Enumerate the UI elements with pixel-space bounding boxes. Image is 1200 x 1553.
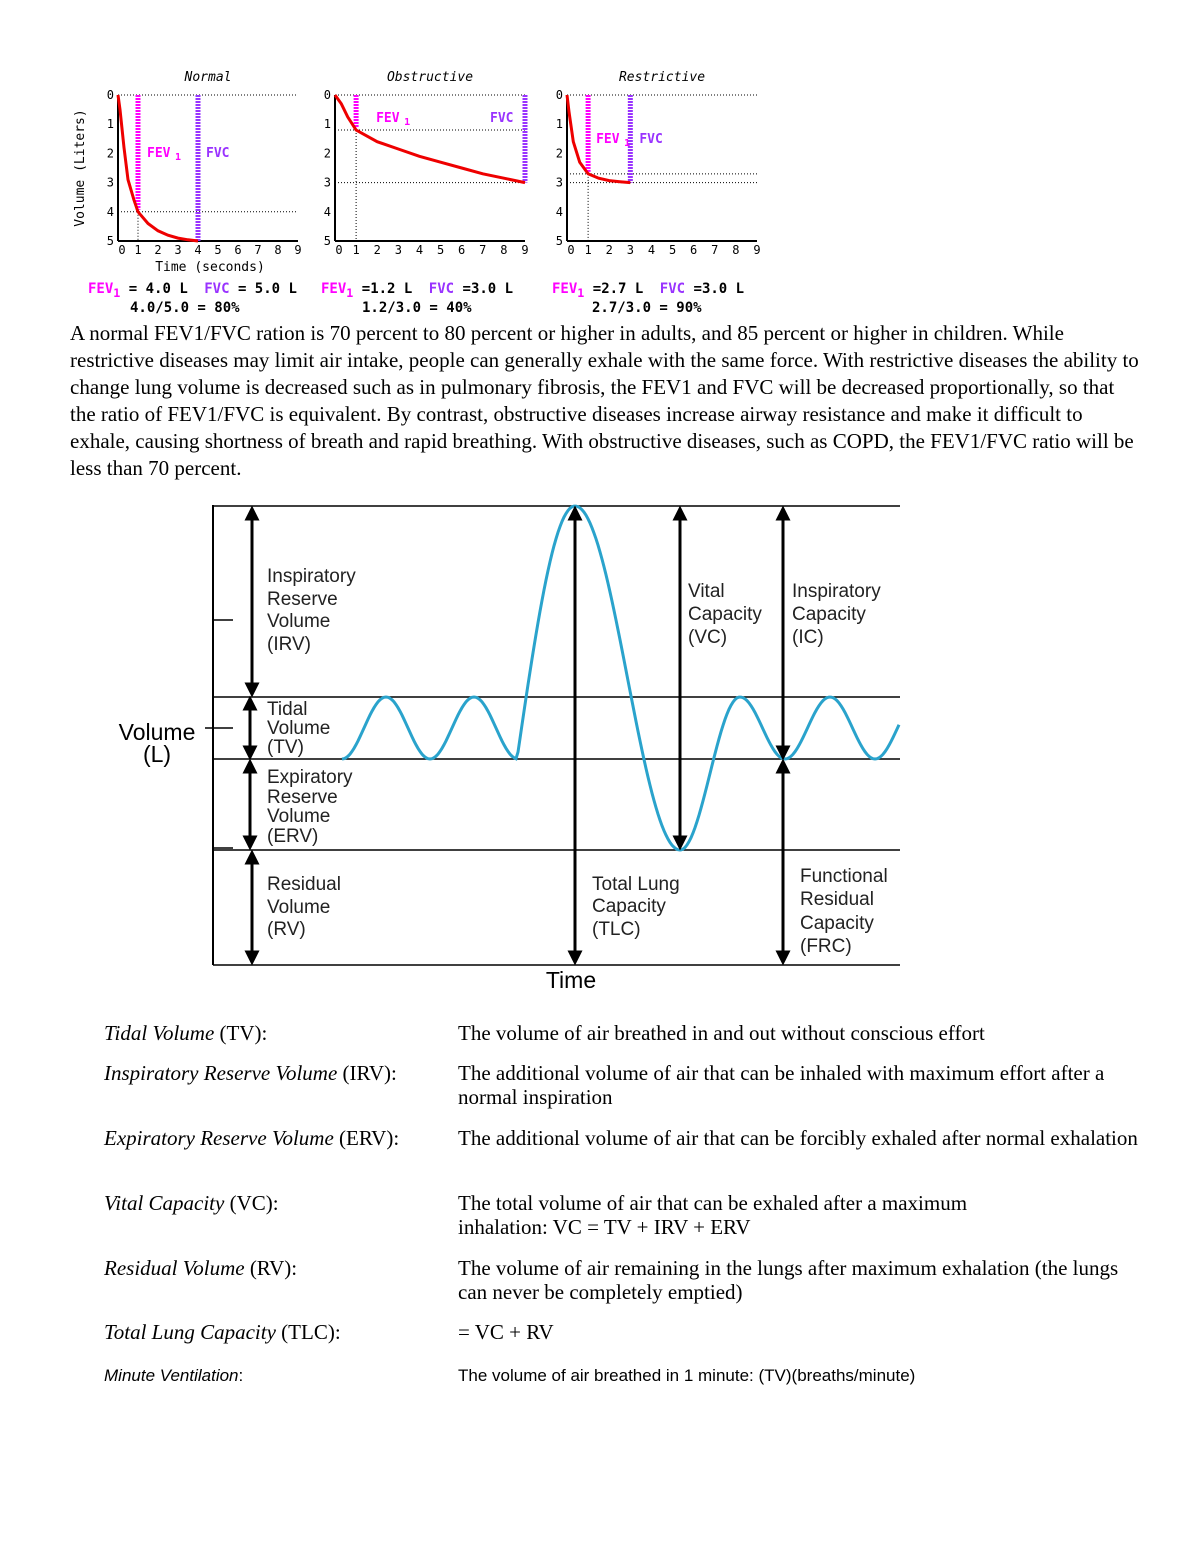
x-tick-label: 5	[436, 243, 445, 257]
tlc-label-3: (TLC)	[592, 919, 641, 940]
definition-text: The additional volume of air that can be forcibly exhaled after normal exhalation	[458, 1126, 1138, 1150]
y-tick-label: 1	[323, 117, 331, 132]
x-tick-label: 3	[174, 243, 182, 257]
rv-label-1: Residual	[267, 874, 341, 895]
x-tick-label: 4	[415, 243, 424, 257]
y-tick-label: 2	[323, 146, 331, 161]
y-tick-label: 5	[323, 234, 331, 248]
x-tick-label: 5	[214, 243, 222, 257]
x-tick-label: 6	[458, 243, 466, 257]
y-tick-label: 1	[106, 117, 114, 132]
tlc-label-2: Capacity	[592, 896, 666, 917]
chart-title-obstructive: Obstructive	[386, 70, 474, 85]
breathing-wave	[342, 506, 899, 850]
x-tick-label: 9	[521, 243, 529, 257]
fev1-fvc-paragraph: A normal FEV1/FVC ration is 70 percent to 80 percent or higher in adults, and 85 percent or higher in children. While restrictive diseases may limit air intake, people can generally exhale with the same force. With restrictive diseases the ability to change lung volume is decreased such as in pulmonary fibrosis, the FEV1 and FVC will be decreased proportionally, so that the ratio of FEV1/FVC is equivalent. By contrast, obstructive diseases increase airway resistance and make it difficult to exhale, causing shortness of breath and rapid breathing. With obstructive diseases, such as COPD, the FEV1/FVC ratio will be less than 70 percent.	[70, 321, 1139, 480]
definition-row	[104, 1320, 1144, 1348]
frc-label-4: (FRC)	[800, 936, 852, 957]
definition-term: Tidal Volume (TV):	[104, 1021, 268, 1045]
definition-term: Inspiratory Reserve Volume (IRV):	[104, 1061, 397, 1085]
summary-obstructive: $FEV_1 =1.2$ L FVC =3.0 L	[321, 281, 514, 300]
definition-row	[104, 1061, 1144, 1113]
fvc-label: FVC	[206, 146, 230, 161]
definition-term: Vital Capacity (VC):	[104, 1191, 279, 1215]
irv-label-2: Reserve	[267, 589, 338, 610]
fvc-label: FVC	[490, 111, 514, 126]
definition-text: The volume of air breathed in and out without conscious effort	[458, 1021, 985, 1045]
y-tick-label: 0	[106, 88, 114, 102]
definition-row	[104, 1256, 1144, 1308]
definition-row	[104, 1364, 1144, 1392]
x-tick-label: 9	[294, 243, 302, 257]
fev1-label: FEV	[376, 111, 400, 126]
x-tick-label: 6	[690, 243, 698, 257]
definition-row	[104, 1191, 1144, 1243]
x-tick-label: 9	[753, 243, 761, 257]
x-tick-label: 3	[626, 243, 634, 257]
definition-row	[104, 1126, 1144, 1178]
summary-normal: $FEV_1 = 4.0$ L FVC = 5.0 L	[88, 281, 297, 300]
definition-text: = VC + RV	[458, 1320, 554, 1344]
y-tick-label: 5	[106, 234, 114, 248]
volume-axis-label: Volume	[118, 719, 196, 745]
tv-label-3: (TV)	[267, 737, 304, 758]
ic-label-3: (IC)	[792, 627, 824, 648]
erv-label-3: Volume	[267, 806, 331, 827]
x-tick-label: 8	[500, 243, 508, 257]
ratio-normal: 4.0/5.0 = 80%	[130, 300, 240, 316]
frc-label-2: Residual	[800, 889, 874, 910]
frc-label-3: Capacity	[800, 913, 874, 934]
volume-axis-unit: (L)	[142, 741, 172, 767]
x-tick-label: 7	[479, 243, 487, 257]
definition-term: Expiratory Reserve Volume (ERV):	[104, 1126, 400, 1150]
fev1-subscript: 1	[175, 152, 182, 163]
y-tick-label: 1	[555, 117, 563, 132]
x-tick-label: 8	[274, 243, 282, 257]
fvc-label: FVC	[639, 132, 663, 147]
x-tick-label: 1	[584, 243, 592, 257]
vc-label-1: Vital	[688, 581, 725, 602]
definition-text: The total volume of air that can be exhaled after a maximum inhalation: VC = TV + IRV + ERV	[458, 1191, 968, 1239]
x-tick-label: 2	[373, 243, 381, 257]
x-tick-label: 1	[134, 243, 142, 257]
chart-title-restrictive: Restrictive	[618, 70, 706, 85]
definition-text: The additional volume of air that can be inhaled with maximum effort after a normal inspiration	[458, 1061, 1105, 1109]
x-tick-label: 0	[335, 243, 343, 257]
y-tick-label: 5	[555, 234, 563, 248]
irv-label-1: Inspiratory	[267, 566, 356, 587]
fev1-subscript: 1	[404, 117, 411, 128]
time-axis-label: Time	[545, 967, 597, 993]
definition-text: The volume of air breathed in 1 minute: (TV)(breaths/minute)	[458, 1366, 916, 1385]
irv-label-4: (IRV)	[267, 634, 311, 655]
summary-restrictive: $FEV_1 =2.7$ L FVC =3.0 L	[552, 281, 745, 300]
tlc-label-1: Total Lung	[592, 874, 680, 895]
x-tick-label: 0	[567, 243, 575, 257]
ratio-obstructive: 1.2/3.0 = 40%	[362, 300, 472, 316]
y-tick-label: 3	[555, 175, 563, 190]
vc-label-3: (VC)	[688, 627, 728, 648]
x-tick-label: 6	[234, 243, 242, 257]
y-tick-label: 4	[106, 204, 114, 219]
tv-label-2: Volume	[267, 718, 331, 739]
x-tick-label: 7	[254, 243, 262, 257]
erv-label-1: Expiratory	[267, 767, 353, 788]
y-tick-label: 4	[555, 204, 563, 219]
x-tick-label: 2	[154, 243, 162, 257]
spirometry-charts	[0, 0, 800, 320]
x-tick-label: 7	[711, 243, 719, 257]
volume-curve	[118, 95, 198, 241]
erv-label-2: Reserve	[267, 787, 338, 808]
spirometry-x-axis-label: Time (seconds)	[155, 260, 265, 275]
definition-text: The volume of air remaining in the lungs after maximum exhalation (the lungs can never be completely emptied)	[458, 1256, 1119, 1304]
erv-label-4: (ERV)	[267, 826, 319, 847]
ratio-restrictive: 2.7/3.0 = 90%	[592, 300, 702, 316]
definition-term: Total Lung Capacity (TLC):	[104, 1320, 341, 1344]
x-tick-label: 0	[118, 243, 126, 257]
x-tick-label: 4	[647, 243, 656, 257]
ic-label-2: Capacity	[792, 604, 866, 625]
y-tick-label: 2	[106, 146, 114, 161]
y-tick-label: 0	[555, 88, 563, 102]
rv-label-2: Volume	[267, 897, 331, 918]
fev1-subscript: 1	[624, 138, 631, 149]
y-tick-label: 3	[106, 175, 114, 190]
x-tick-label: 4	[194, 243, 202, 257]
x-tick-label: 2	[605, 243, 613, 257]
y-tick-label: 0	[323, 88, 331, 102]
irv-label-3: Volume	[267, 611, 331, 632]
x-tick-label: 3	[394, 243, 402, 257]
spirometry-y-axis-label: Volume (Liters)	[73, 109, 88, 227]
y-tick-label: 2	[555, 146, 563, 161]
lung-volumes-diagram	[100, 498, 910, 998]
x-tick-label: 5	[668, 243, 677, 257]
volume-curve	[335, 95, 525, 183]
y-tick-label: 3	[323, 175, 331, 190]
frc-label-1: Functional	[800, 866, 888, 887]
definition-row	[104, 1021, 1144, 1049]
vc-label-2: Capacity	[688, 604, 762, 625]
fev1-label: FEV	[596, 132, 620, 147]
x-tick-label: 1	[352, 243, 360, 257]
chart-title-normal: Normal	[184, 70, 232, 85]
fev1-label: FEV	[147, 146, 171, 161]
x-tick-label: 8	[732, 243, 740, 257]
rv-label-3: (RV)	[267, 919, 306, 940]
tv-label-1: Tidal	[267, 699, 308, 720]
y-tick-label: 4	[323, 204, 331, 219]
ic-label-1: Inspiratory	[792, 581, 881, 602]
definition-term: Residual Volume (RV):	[104, 1256, 298, 1280]
definition-term: Minute Ventilation:	[104, 1366, 244, 1385]
